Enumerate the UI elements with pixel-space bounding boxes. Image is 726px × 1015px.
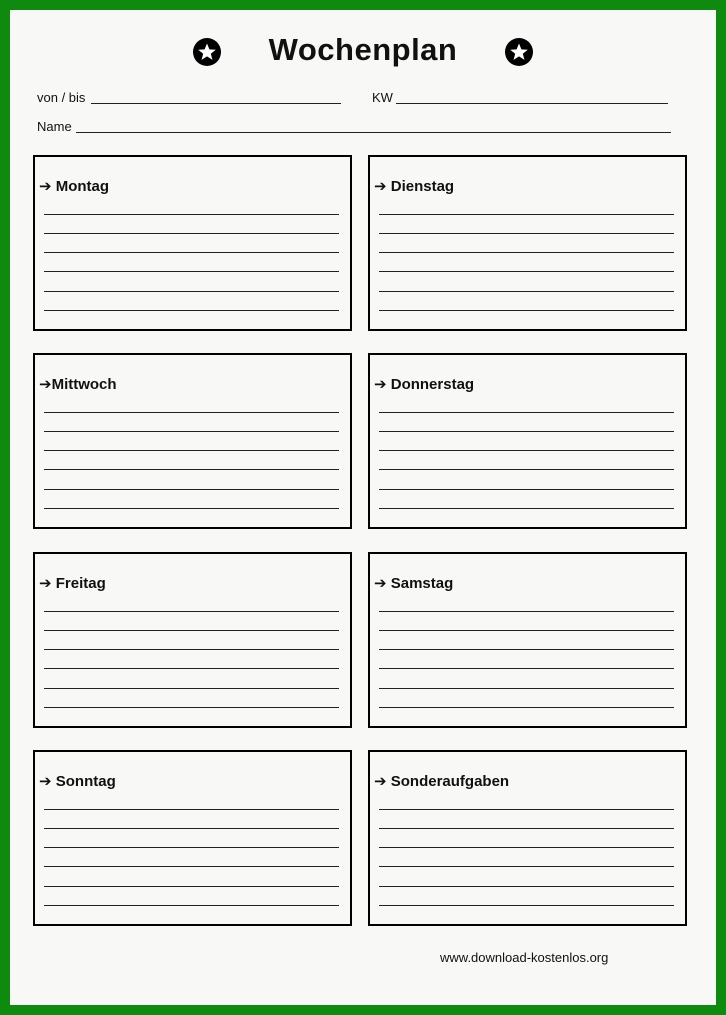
name-field[interactable] — [76, 132, 671, 133]
writing-line[interactable] — [44, 688, 339, 689]
writing-line[interactable] — [44, 489, 339, 490]
day-box-dienstag — [368, 155, 687, 331]
writing-line[interactable] — [379, 707, 674, 708]
day-title: ➔ Dienstag — [374, 178, 455, 195]
week-label: KW — [372, 90, 393, 105]
writing-line[interactable] — [379, 291, 674, 292]
week-field[interactable] — [396, 103, 668, 104]
writing-line[interactable] — [44, 668, 339, 669]
worksheet-page — [10, 10, 716, 1005]
writing-line[interactable] — [44, 233, 339, 234]
page-title: Wochenplan — [268, 32, 458, 67]
writing-line[interactable] — [379, 214, 674, 215]
footer-url: www.download-kostenlos.org — [440, 950, 609, 965]
day-title: ➔ Sonntag — [39, 773, 116, 790]
writing-line[interactable] — [379, 649, 674, 650]
day-box-sonntag — [33, 750, 352, 926]
day-box-montag — [33, 155, 352, 331]
writing-line[interactable] — [379, 431, 674, 432]
writing-line[interactable] — [379, 688, 674, 689]
writing-line[interactable] — [44, 905, 339, 906]
day-box-samstag — [368, 552, 687, 728]
writing-line[interactable] — [379, 489, 674, 490]
writing-line[interactable] — [379, 828, 674, 829]
day-title: ➔ Sonderaufgaben — [374, 773, 510, 790]
day-title: ➔Mittwoch — [39, 376, 117, 393]
day-title: ➔ Freitag — [39, 575, 106, 592]
writing-line[interactable] — [379, 866, 674, 867]
writing-line[interactable] — [44, 707, 339, 708]
day-title: ➔ Samstag — [374, 575, 454, 592]
writing-line[interactable] — [44, 886, 339, 887]
day-box-sonderaufgaben — [368, 750, 687, 926]
writing-line[interactable] — [379, 668, 674, 669]
writing-line[interactable] — [379, 412, 674, 413]
writing-line[interactable] — [44, 469, 339, 470]
date-range-label: von / bis — [37, 90, 86, 105]
writing-line[interactable] — [44, 291, 339, 292]
day-title: ➔ Donnerstag — [374, 376, 475, 393]
writing-line[interactable] — [379, 847, 674, 848]
date-range-field[interactable] — [91, 103, 341, 104]
writing-line[interactable] — [44, 431, 339, 432]
writing-line[interactable] — [44, 214, 339, 215]
writing-line[interactable] — [379, 905, 674, 906]
day-title: ➔ Montag — [39, 178, 110, 195]
writing-line[interactable] — [379, 310, 674, 311]
day-box-donnerstag — [368, 353, 687, 529]
star-icon — [505, 38, 533, 66]
title-row — [10, 32, 716, 76]
day-box-freitag — [33, 552, 352, 728]
writing-line[interactable] — [379, 508, 674, 509]
writing-line[interactable] — [379, 469, 674, 470]
writing-line[interactable] — [44, 310, 339, 311]
writing-line[interactable] — [44, 630, 339, 631]
writing-line[interactable] — [44, 649, 339, 650]
writing-line[interactable] — [44, 847, 339, 848]
writing-line[interactable] — [44, 611, 339, 612]
writing-line[interactable] — [44, 866, 339, 867]
writing-line[interactable] — [44, 508, 339, 509]
day-box-mittwoch — [33, 353, 352, 529]
writing-line[interactable] — [44, 252, 339, 253]
writing-line[interactable] — [379, 809, 674, 810]
writing-line[interactable] — [44, 450, 339, 451]
writing-line[interactable] — [379, 271, 674, 272]
writing-line[interactable] — [379, 630, 674, 631]
name-label: Name — [37, 119, 72, 134]
writing-line[interactable] — [379, 886, 674, 887]
writing-line[interactable] — [379, 611, 674, 612]
writing-line[interactable] — [379, 233, 674, 234]
writing-line[interactable] — [44, 809, 339, 810]
writing-line[interactable] — [44, 828, 339, 829]
writing-line[interactable] — [44, 412, 339, 413]
writing-line[interactable] — [379, 252, 674, 253]
writing-line[interactable] — [379, 450, 674, 451]
writing-line[interactable] — [44, 271, 339, 272]
